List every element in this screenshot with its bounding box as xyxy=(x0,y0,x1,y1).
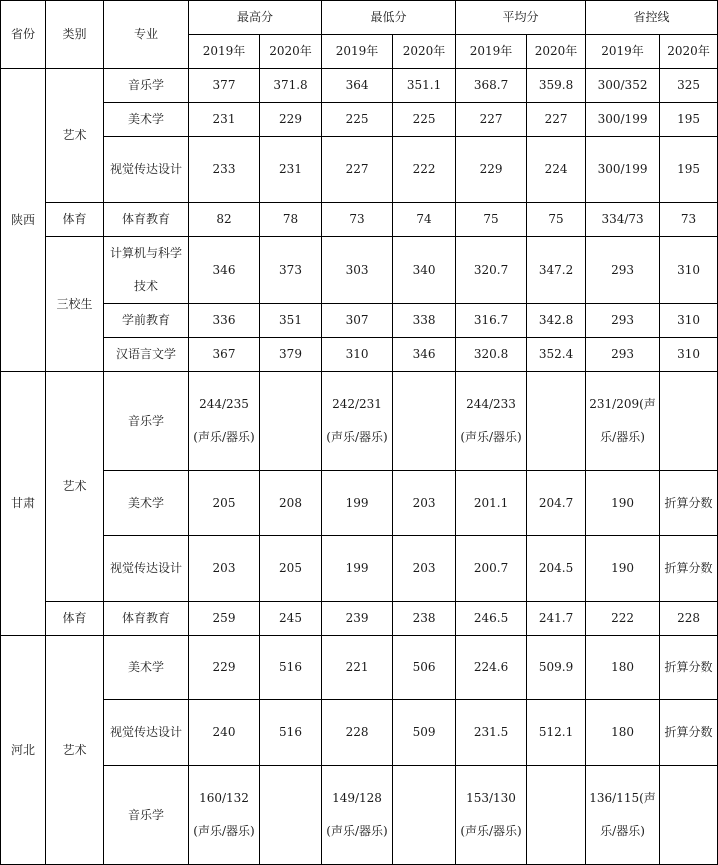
major-cell: 体育教育 xyxy=(104,203,189,237)
table-row xyxy=(1,766,718,865)
score-cell: 231 xyxy=(189,103,260,137)
score-cell: 242/231(声乐/器乐) xyxy=(322,372,393,471)
score-cell: 351 xyxy=(260,304,322,338)
table-row xyxy=(1,372,718,471)
table-row xyxy=(1,237,718,304)
score-cell: 300/352 xyxy=(586,69,660,103)
score-cell: 231.5 xyxy=(456,700,527,766)
table-row xyxy=(1,338,718,372)
score-cell: 244/235(声乐/器乐) xyxy=(189,372,260,471)
table-row xyxy=(1,304,718,338)
table-row xyxy=(1,636,718,700)
score-cell: 516 xyxy=(260,636,322,700)
table-row xyxy=(1,137,718,203)
score-cell: 224.6 xyxy=(456,636,527,700)
header-min-score: 最低分 xyxy=(322,1,456,35)
category-cell: 体育 xyxy=(46,203,104,237)
score-cell: 229 xyxy=(260,103,322,137)
score-cell: 201.1 xyxy=(456,471,527,536)
score-cell: 208 xyxy=(260,471,322,536)
header-province: 省份 xyxy=(1,1,46,69)
header-category: 类别 xyxy=(46,1,104,69)
table-row xyxy=(1,471,718,536)
score-cell: 203 xyxy=(189,536,260,602)
score-cell: 293 xyxy=(586,338,660,372)
score-cell xyxy=(527,372,586,471)
score-cell: 346 xyxy=(393,338,456,372)
major-cell: 汉语言文学 xyxy=(104,338,189,372)
score-cell: 折算分数 xyxy=(660,536,718,602)
score-cell: 229 xyxy=(456,137,527,203)
score-cell: 190 xyxy=(586,536,660,602)
score-cell: 300/199 xyxy=(586,103,660,137)
score-cell: 73 xyxy=(322,203,393,237)
score-cell: 153/130(声乐/器乐) xyxy=(456,766,527,865)
score-cell: 509 xyxy=(393,700,456,766)
category-cell: 艺术 xyxy=(46,372,104,602)
score-cell: 377 xyxy=(189,69,260,103)
header-year: 2020年 xyxy=(260,35,322,69)
table-row xyxy=(1,536,718,602)
score-cell: 225 xyxy=(393,103,456,137)
score-cell: 231/209(声乐/器乐) xyxy=(586,372,660,471)
header-year: 2020年 xyxy=(660,35,718,69)
category-cell: 艺术 xyxy=(46,636,104,865)
score-cell: 222 xyxy=(393,137,456,203)
score-cell: 205 xyxy=(260,536,322,602)
major-cell: 视觉传达设计 xyxy=(104,700,189,766)
score-cell: 160/132(声乐/器乐) xyxy=(189,766,260,865)
score-cell: 195 xyxy=(660,137,718,203)
score-cell: 325 xyxy=(660,69,718,103)
score-cell: 307 xyxy=(322,304,393,338)
major-cell: 音乐学 xyxy=(104,766,189,865)
score-cell: 180 xyxy=(586,636,660,700)
province-cell: 甘肃 xyxy=(1,372,46,636)
score-cell: 227 xyxy=(322,137,393,203)
major-cell: 美术学 xyxy=(104,471,189,536)
score-cell: 259 xyxy=(189,602,260,636)
score-cell: 75 xyxy=(456,203,527,237)
score-cell: 506 xyxy=(393,636,456,700)
score-cell: 373 xyxy=(260,237,322,304)
header-year: 2020年 xyxy=(393,35,456,69)
table-row xyxy=(1,602,718,636)
score-cell: 75 xyxy=(527,203,586,237)
score-cell: 221 xyxy=(322,636,393,700)
score-cell: 239 xyxy=(322,602,393,636)
major-cell: 美术学 xyxy=(104,103,189,137)
header-avg-score: 平均分 xyxy=(456,1,586,35)
score-cell: 367 xyxy=(189,338,260,372)
score-cell xyxy=(393,766,456,865)
header-year: 2019年 xyxy=(322,35,393,69)
score-cell: 190 xyxy=(586,471,660,536)
header-year: 2020年 xyxy=(527,35,586,69)
score-cell: 74 xyxy=(393,203,456,237)
score-cell: 224 xyxy=(527,137,586,203)
table-row xyxy=(1,700,718,766)
score-cell: 293 xyxy=(586,237,660,304)
score-cell: 228 xyxy=(322,700,393,766)
score-cell: 折算分数 xyxy=(660,636,718,700)
table-row xyxy=(1,103,718,137)
major-cell: 学前教育 xyxy=(104,304,189,338)
score-cell: 342.8 xyxy=(527,304,586,338)
score-cell: 351.1 xyxy=(393,69,456,103)
score-cell: 346 xyxy=(189,237,260,304)
score-cell: 316.7 xyxy=(456,304,527,338)
score-cell: 78 xyxy=(260,203,322,237)
score-cell: 379 xyxy=(260,338,322,372)
score-cell: 293 xyxy=(586,304,660,338)
table-row xyxy=(1,203,718,237)
score-cell: 347.2 xyxy=(527,237,586,304)
score-cell: 359.8 xyxy=(527,69,586,103)
score-cell: 512.1 xyxy=(527,700,586,766)
score-cell: 82 xyxy=(189,203,260,237)
score-cell xyxy=(527,766,586,865)
score-cell: 225 xyxy=(322,103,393,137)
score-cell: 238 xyxy=(393,602,456,636)
score-cell: 180 xyxy=(586,700,660,766)
score-cell: 241.7 xyxy=(527,602,586,636)
score-cell: 244/233(声乐/器乐) xyxy=(456,372,527,471)
major-cell: 音乐学 xyxy=(104,372,189,471)
score-cell: 310 xyxy=(322,338,393,372)
score-cell xyxy=(660,372,718,471)
score-cell: 228 xyxy=(660,602,718,636)
major-cell: 计算机与科学技术 xyxy=(104,237,189,304)
score-cell: 310 xyxy=(660,338,718,372)
table-row xyxy=(1,69,718,103)
score-cell: 204.7 xyxy=(527,471,586,536)
score-cell: 516 xyxy=(260,700,322,766)
score-cell: 227 xyxy=(527,103,586,137)
score-cell: 73 xyxy=(660,203,718,237)
score-cell: 折算分数 xyxy=(660,700,718,766)
score-cell: 303 xyxy=(322,237,393,304)
score-cell: 320.8 xyxy=(456,338,527,372)
score-cell: 336 xyxy=(189,304,260,338)
major-cell: 视觉传达设计 xyxy=(104,536,189,602)
header-year: 2019年 xyxy=(189,35,260,69)
score-cell: 240 xyxy=(189,700,260,766)
score-cell: 246.5 xyxy=(456,602,527,636)
score-cell: 195 xyxy=(660,103,718,137)
province-cell: 陕西 xyxy=(1,69,46,372)
score-cell: 200.7 xyxy=(456,536,527,602)
score-cell: 折算分数 xyxy=(660,471,718,536)
score-cell: 338 xyxy=(393,304,456,338)
score-cell: 233 xyxy=(189,137,260,203)
score-cell: 203 xyxy=(393,536,456,602)
score-cell xyxy=(393,372,456,471)
score-cell: 509.9 xyxy=(527,636,586,700)
score-cell: 364 xyxy=(322,69,393,103)
score-cell: 245 xyxy=(260,602,322,636)
score-cell: 227 xyxy=(456,103,527,137)
header-year: 2019年 xyxy=(456,35,527,69)
score-cell: 203 xyxy=(393,471,456,536)
header-year: 2019年 xyxy=(586,35,660,69)
header-major: 专业 xyxy=(104,1,189,69)
major-cell: 体育教育 xyxy=(104,602,189,636)
major-cell: 音乐学 xyxy=(104,69,189,103)
score-cell xyxy=(260,766,322,865)
score-cell: 204.5 xyxy=(527,536,586,602)
score-cell: 136/115(声乐/器乐) xyxy=(586,766,660,865)
category-cell: 艺术 xyxy=(46,69,104,203)
header-control-line: 省控线 xyxy=(586,1,718,35)
score-cell: 300/199 xyxy=(586,137,660,203)
score-cell: 310 xyxy=(660,237,718,304)
score-cell: 368.7 xyxy=(456,69,527,103)
score-cell: 310 xyxy=(660,304,718,338)
major-cell: 视觉传达设计 xyxy=(104,137,189,203)
major-cell: 美术学 xyxy=(104,636,189,700)
score-cell: 231 xyxy=(260,137,322,203)
score-cell: 334/73 xyxy=(586,203,660,237)
score-cell: 320.7 xyxy=(456,237,527,304)
score-cell xyxy=(660,766,718,865)
score-cell: 371.8 xyxy=(260,69,322,103)
category-cell: 体育 xyxy=(46,602,104,636)
score-cell xyxy=(260,372,322,471)
category-cell: 三校生 xyxy=(46,237,104,372)
score-cell: 199 xyxy=(322,471,393,536)
score-cell: 340 xyxy=(393,237,456,304)
score-cell: 229 xyxy=(189,636,260,700)
score-cell: 149/128(声乐/器乐) xyxy=(322,766,393,865)
province-cell: 河北 xyxy=(1,636,46,865)
score-cell: 205 xyxy=(189,471,260,536)
score-cell: 199 xyxy=(322,536,393,602)
header-max-score: 最高分 xyxy=(189,1,322,35)
score-cell: 222 xyxy=(586,602,660,636)
score-cell: 352.4 xyxy=(527,338,586,372)
